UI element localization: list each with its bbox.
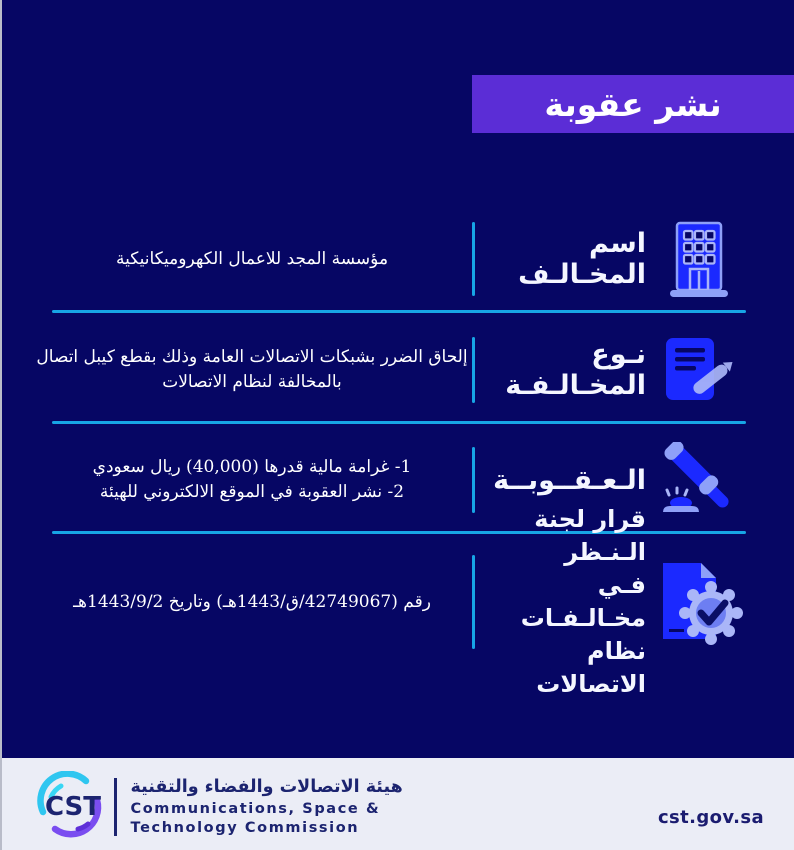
violator-name-label: اسم المخـالـف — [518, 228, 646, 290]
gavel-icon — [652, 436, 746, 524]
penalty-line-2: 2- نشر العقوبة في الموقع الالكتروني للهيئة — [99, 482, 405, 502]
vertical-divider — [472, 337, 475, 404]
brand-text — [131, 777, 403, 838]
vertical-divider — [472, 447, 475, 514]
document-seal-icon — [652, 546, 746, 658]
decision-label-line-3: نظام الاتصالات — [536, 637, 646, 698]
row-violator-name — [52, 210, 746, 308]
document-pencil-icon — [652, 326, 746, 414]
penalty-line-1: 1- غرامة مالية قدرها (40,000) ريال سعودي — [92, 457, 412, 478]
banner — [472, 75, 794, 133]
org-name-english-line-1: Communications, Space & — [130, 800, 381, 817]
violator-name-value: مؤسسة المجد للاعمال الكهروميكانيكية — [115, 248, 389, 269]
row-divider — [52, 310, 746, 313]
banner-title: نشر عقوبة — [544, 84, 722, 124]
cst-logo-icon — [36, 771, 104, 843]
decision-label-line-1: قرار لجنة الـنـظر — [534, 505, 646, 566]
website-link[interactable]: cst.gov.sa — [657, 807, 764, 828]
vertical-divider — [472, 555, 475, 649]
org-name-english-line-2: Technology Commission — [130, 819, 360, 836]
decision-label — [490, 505, 646, 698]
cst-brand — [36, 771, 403, 843]
org-name-arabic: هيئة الاتصالات والفضاء والتقنية — [130, 776, 403, 797]
brand-divider — [114, 778, 117, 836]
violation-type-value: إلحاق الضرر بشبكات الاتصالات العامة وذلك بقطع كيبل اتصال بالمخالفة لنظام الاتصالات — [36, 347, 468, 392]
decision-value: رقم (42749067/ق/1443هـ) وتاريخ 1443/9/2هـ — [73, 591, 431, 612]
penalty-value — [32, 436, 472, 524]
footer — [2, 758, 794, 850]
svg-text:CST: CST — [44, 792, 102, 822]
row-violation-type — [36, 326, 746, 414]
penalty-label: الـعـقــوبــة — [493, 464, 646, 496]
vertical-divider — [472, 222, 475, 296]
violation-type-label: نـوع المخـالـفـة — [505, 339, 646, 401]
building-icon — [652, 210, 746, 308]
row-divider — [52, 421, 746, 424]
row-decision — [52, 505, 746, 698]
decision-label-line-2: فـي مخـالـفـات — [520, 571, 646, 632]
